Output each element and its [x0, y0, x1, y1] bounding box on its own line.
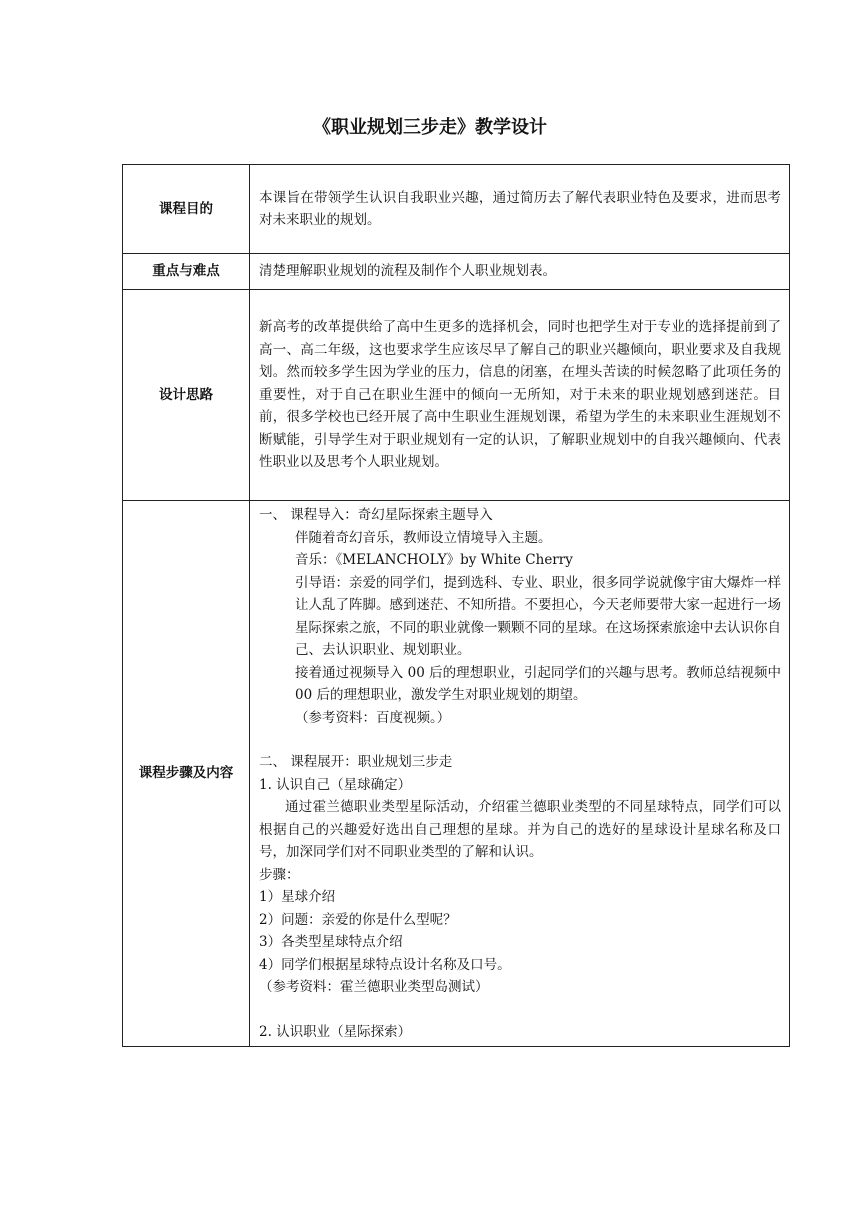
step-item: 1）星球介绍 — [259, 889, 336, 905]
row-content-design: 新高考的改革提供给了高中生更多的选择机会，同时也把学生对于专业的选择提前到了高一、高二年级，这也要求学生应该尽早了解自己的职业兴趣倾向，职业要求及自我规划。然而较多学生因为学业的压力，信息的闭塞，在埋头苦读的时候忽略了此项任务的重要性，对于自己在职业生涯中的倾向一无所知，对于未来的职业规划感到迷茫。目前，很多学校也已经开展了高中生职业生涯规划课，希望为学生的未来职业生涯规划不断赋能，引导学生对于职业规划有一定的认识，了解职业规划中的自我兴趣倾向、代表性职业以及思考个人职业规划。 — [250, 290, 790, 501]
document-title: 《职业规划三步走》教学设计 — [313, 117, 547, 138]
section-2-subheading: 1. 认识自己（星球确定） — [259, 776, 412, 793]
row-content-objective: 本课旨在带领学生认识自我职业兴趣，通过简历去了解代表职业特色及要求，进而思考对未来职业的规划。 — [250, 165, 790, 254]
table-row-objective — [123, 165, 790, 254]
section-1-heading: 一、 课程导入：奇幻星际探索主题导入 — [259, 507, 493, 523]
step-item: 2）问题：亲爱的你是什么型呢？ — [259, 911, 457, 928]
row-content-keypoints: 清楚理解职业规划的流程及制作个人职业规划表。 — [250, 254, 790, 290]
row-content-steps — [250, 501, 790, 1047]
row-label-design: 设计思路 — [123, 290, 250, 501]
section-1-reference: （参考资料：百度视频。） — [295, 709, 451, 726]
table-row-keypoints — [123, 254, 790, 290]
section-2-reference: （参考资料：霍兰德职业类型岛测试） — [259, 979, 489, 995]
section-1-paragraph: 接着通过视频导入 00 后的理想职业，引起同学们的兴趣与思考。教师总结视频中 00 后的理想职业，激发学生对职业规划的期望。 — [295, 664, 781, 703]
table-row-design — [123, 290, 790, 501]
section-1-paragraph: 伴随着奇幻音乐，教师设立情境导入主题。 — [295, 529, 552, 546]
step-item: 3）各类型星球特点介绍 — [259, 934, 403, 950]
step-item: 4）同学们根据星球特点设计名称及口号。 — [259, 956, 511, 973]
section-1-paragraph: 引导语：亲爱的同学们，提到选科、专业、职业，很多同学说就像宇宙大爆炸一样让人乱了阵脚。感到迷茫、不知所措。不要担心，今天老师要带大家一起进行一场星际探索之旅，不同的职业就像一颗颗不同的星球。在这场探索旅途中去认识你自己、去认识职业、规划职业。 — [295, 574, 781, 658]
row-label-objective: 课程目的 — [123, 165, 250, 254]
section-1-paragraph: 音乐：《MELANCHOLY》by White Cherry — [295, 552, 573, 568]
row-label-keypoints: 重点与难点 — [123, 254, 250, 290]
lesson-plan-table — [122, 164, 790, 1047]
table-row-steps — [123, 501, 790, 1047]
steps-label: 步骤： — [259, 866, 300, 883]
section-2-paragraph: 通过霍兰德职业类型星际活动，介绍霍兰德职业类型的不同星球特点，同学们可以根据自己的兴趣爱好选出自己理想的星球。并为自己的选好的星球设计星球名称及口号，加深同学们对不同职业类型的了解和认识。 — [259, 799, 781, 860]
section-2-heading: 二、 课程展开：职业规划三步走 — [259, 754, 453, 770]
row-label-steps: 课程步骤及内容 — [123, 501, 250, 1047]
section-2-subheading: 2. 认识职业（星际探索） — [259, 1023, 412, 1040]
